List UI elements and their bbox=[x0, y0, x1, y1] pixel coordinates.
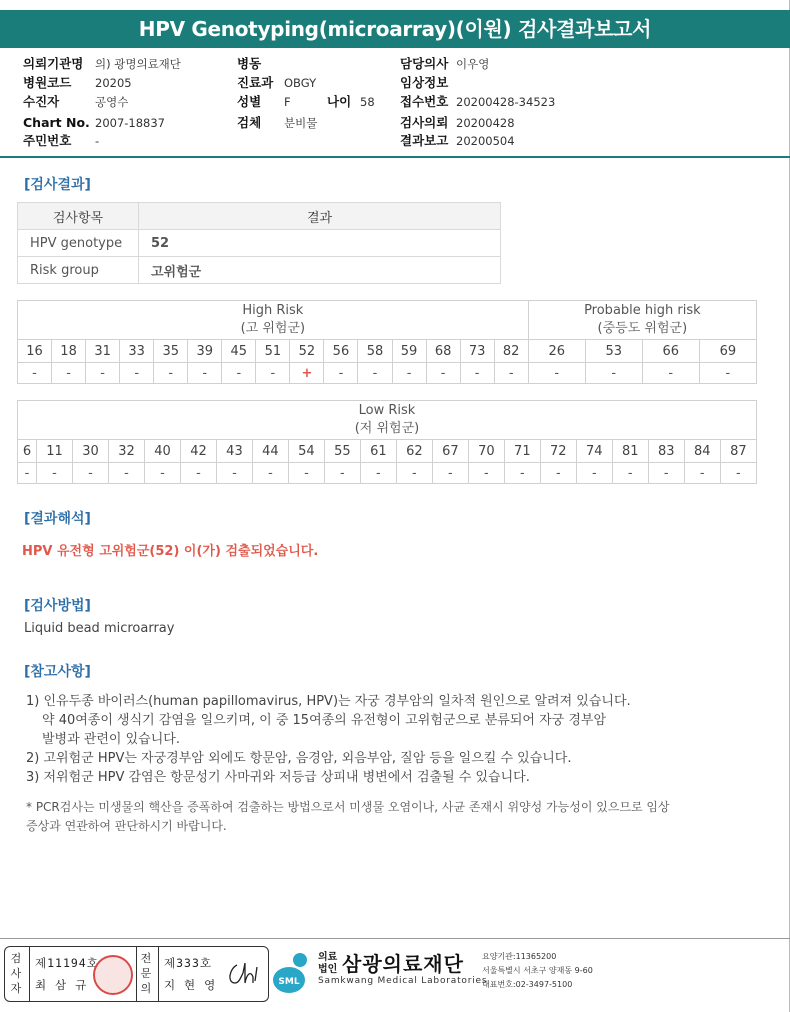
hpv-type-cell: 18 bbox=[52, 340, 86, 363]
hpv-type-cell: 45 bbox=[222, 340, 256, 363]
inspector-license: 제11194호 bbox=[35, 956, 99, 970]
hpv-type-cell: 52 bbox=[290, 340, 324, 363]
hpv-type-cell: 71 bbox=[504, 440, 540, 463]
hpv-type-cell: 66 bbox=[642, 340, 699, 363]
table-row bbox=[18, 230, 501, 257]
hpv-type-cell: 26 bbox=[528, 340, 585, 363]
info-row-4 bbox=[0, 114, 790, 132]
hpv-result-cell: - bbox=[699, 363, 756, 384]
low-risk-results-row bbox=[18, 463, 757, 484]
note-2: 2) 고위험군 HPV는 자궁경부암 외에도 항문암, 음경암, 외음부암, 질암 등을 일으킬 수 있습니다. bbox=[26, 751, 572, 766]
hpv-result-cell: - bbox=[288, 463, 324, 484]
hpv-result-cell: - bbox=[52, 363, 86, 384]
low-risk-title: Low Risk bbox=[358, 403, 416, 418]
hpv-type-cell: 84 bbox=[684, 440, 720, 463]
note-1-line-1: 1) 인유두종 바이러스(human papillomavirus, HPV)는 자궁 경부암의 일차적 원인으로 알려져 있습니다. bbox=[26, 694, 631, 709]
hpv-result-cell: - bbox=[37, 463, 73, 484]
table-row bbox=[18, 257, 501, 284]
hpv-result-cell: + bbox=[290, 363, 324, 384]
age-value: 58 bbox=[360, 95, 375, 109]
logo-abbr: SML bbox=[278, 977, 300, 987]
interpretation-text: HPV 유전형 고위험군(52) 이(가) 검출되었습니다. bbox=[22, 544, 319, 559]
hpv-result-cell: - bbox=[18, 363, 52, 384]
org-phone: 대표번호:02-3497-5100 bbox=[482, 980, 573, 989]
signature-mark bbox=[225, 959, 263, 989]
hpv-type-cell: 42 bbox=[180, 440, 216, 463]
hpv-result-cell: - bbox=[426, 363, 460, 384]
hpv-type-cell: 73 bbox=[460, 340, 494, 363]
hpv-type-cell: 40 bbox=[144, 440, 180, 463]
risk-label: Risk group bbox=[18, 257, 139, 284]
hpv-result-cell: - bbox=[216, 463, 252, 484]
request-value: 20200428 bbox=[456, 116, 515, 130]
hpv-result-cell: - bbox=[494, 363, 528, 384]
signature-box bbox=[4, 946, 269, 1002]
footnote bbox=[26, 798, 766, 836]
organization-logo bbox=[272, 946, 786, 1000]
hpv-result-cell: - bbox=[585, 363, 642, 384]
hpv-result-cell: - bbox=[576, 463, 612, 484]
notes-list bbox=[26, 692, 766, 787]
notes-heading: [참고사항] bbox=[24, 664, 91, 680]
info-row-5 bbox=[0, 132, 790, 150]
hpv-result-cell: - bbox=[86, 363, 120, 384]
divider bbox=[158, 947, 159, 1001]
hpv-type-cell: 61 bbox=[360, 440, 396, 463]
low-risk-types-row bbox=[18, 440, 757, 463]
high-risk-types-row bbox=[18, 340, 757, 363]
hpv-type-cell: 72 bbox=[540, 440, 576, 463]
divider bbox=[136, 947, 137, 1001]
name-label: 수진자 bbox=[23, 94, 60, 109]
result-summary-table bbox=[17, 202, 501, 284]
genotype-label: HPV genotype bbox=[18, 230, 139, 257]
age-label: 나이 bbox=[327, 94, 352, 109]
hpv-type-cell: 69 bbox=[699, 340, 756, 363]
hpv-type-cell: 51 bbox=[256, 340, 290, 363]
org-name: 삼광의료재단 bbox=[342, 952, 464, 976]
probable-risk-subtitle: (중등도 위험군) bbox=[597, 321, 688, 336]
hpv-type-cell: 56 bbox=[324, 340, 358, 363]
hpv-result-cell: - bbox=[612, 463, 648, 484]
sml-logo-icon bbox=[272, 950, 312, 996]
org-contact bbox=[482, 950, 593, 992]
high-risk-subtitle: (고 위험군) bbox=[240, 321, 306, 336]
hpv-result-cell: - bbox=[684, 463, 720, 484]
org-code: 요양기관:11365200 bbox=[482, 952, 557, 961]
doctor-value: 이우영 bbox=[456, 57, 490, 71]
doctor-label: 담당의사 bbox=[400, 56, 449, 71]
hpv-result-cell: - bbox=[109, 463, 145, 484]
hpv-type-cell: 81 bbox=[612, 440, 648, 463]
hpv-result-cell: - bbox=[18, 463, 37, 484]
method-heading: [검사방법] bbox=[24, 598, 91, 614]
interpretation-heading: [결과해석] bbox=[24, 511, 91, 527]
low-risk-subtitle: (저 위험군) bbox=[354, 421, 420, 436]
hpv-type-cell: 74 bbox=[576, 440, 612, 463]
inspector-name: 최 삼 규 bbox=[35, 978, 88, 992]
high-risk-results-row bbox=[18, 363, 757, 384]
hpv-result-cell: - bbox=[324, 463, 360, 484]
official-seal bbox=[93, 955, 133, 995]
hpv-type-cell: 58 bbox=[358, 340, 392, 363]
chart-label: Chart No. bbox=[23, 115, 90, 130]
specialist-license: 제333호 bbox=[164, 956, 212, 970]
table-row bbox=[18, 203, 501, 230]
hpv-type-cell: 31 bbox=[86, 340, 120, 363]
hpv-type-cell: 6 bbox=[18, 440, 37, 463]
note-1-line-2: 약 40여종이 생식기 감염을 일으키며, 이 중 15여종의 유전형이 고위험군으로 분류되어 자궁 경부암 bbox=[42, 713, 607, 728]
hpv-result-cell: - bbox=[188, 363, 222, 384]
hpv-type-cell: 39 bbox=[188, 340, 222, 363]
ward-label: 병동 bbox=[237, 56, 262, 71]
sex-label: 성별 bbox=[237, 94, 262, 109]
hpv-result-cell: - bbox=[180, 463, 216, 484]
rrn-label: 주민번호 bbox=[23, 133, 72, 148]
dept-label: 진료과 bbox=[237, 75, 274, 90]
hpv-result-cell: - bbox=[154, 363, 188, 384]
note-1-line-3: 발병과 관련이 있습니다. bbox=[42, 732, 180, 747]
genotype-value: 52 bbox=[139, 230, 501, 257]
hpv-result-cell: - bbox=[222, 363, 256, 384]
high-risk-title: High Risk bbox=[242, 303, 304, 318]
hpv-type-cell: 43 bbox=[216, 440, 252, 463]
org-prefix bbox=[318, 952, 337, 976]
org-prefix-1: 의료 bbox=[318, 952, 338, 963]
risk-value: 고위험군 bbox=[139, 257, 501, 284]
hpv-type-cell: 54 bbox=[288, 440, 324, 463]
info-row-3 bbox=[0, 93, 790, 111]
hpv-type-cell: 59 bbox=[392, 340, 426, 363]
probable-risk-title: Probable high risk bbox=[584, 303, 701, 318]
hpv-type-cell: 83 bbox=[648, 440, 684, 463]
hpv-type-cell: 87 bbox=[720, 440, 756, 463]
specialist-label: 전 문 의 bbox=[140, 952, 152, 995]
footer-divider bbox=[0, 938, 790, 939]
sex-value: F bbox=[284, 95, 291, 109]
high-risk-table bbox=[17, 300, 757, 384]
results-heading: [검사결과] bbox=[24, 177, 91, 193]
hpv-result-cell: - bbox=[468, 463, 504, 484]
org-address: 서울특별시 서초구 양재동 9-60 bbox=[482, 966, 593, 975]
hpv-type-cell: 32 bbox=[109, 440, 145, 463]
hpv-result-cell: - bbox=[432, 463, 468, 484]
note-3: 3) 저위험군 HPV 감염은 항문성기 사마귀와 저등급 상피내 병변에서 검출될 수 있습니다. bbox=[26, 770, 530, 785]
hpv-type-cell: 55 bbox=[324, 440, 360, 463]
receipt-value: 20200428-34523 bbox=[456, 95, 556, 109]
hpv-result-cell: - bbox=[540, 463, 576, 484]
report-value: 20200504 bbox=[456, 134, 515, 148]
chart-value: 2007-18837 bbox=[95, 116, 165, 130]
request-label: 검사의뢰 bbox=[400, 115, 449, 130]
hpv-result-cell: - bbox=[392, 363, 426, 384]
hpv-result-cell: - bbox=[504, 463, 540, 484]
hpv-result-cell: - bbox=[460, 363, 494, 384]
high-risk-header bbox=[18, 301, 529, 340]
hpv-result-cell: - bbox=[144, 463, 180, 484]
method-text: Liquid bead microarray bbox=[24, 621, 175, 636]
org-prefix-2: 법인 bbox=[318, 964, 338, 975]
inspector-label: 검 사 자 bbox=[10, 952, 22, 995]
header-item: 검사항목 bbox=[18, 203, 139, 230]
dept-value: OBGY bbox=[284, 76, 317, 90]
header-result: 결과 bbox=[139, 203, 501, 230]
divider bbox=[29, 947, 30, 1001]
hpv-result-cell: - bbox=[720, 463, 756, 484]
footnote-line-2: 증상과 연관하여 판단하시기 바랍니다. bbox=[26, 819, 227, 833]
hpv-result-cell: - bbox=[120, 363, 154, 384]
hpv-type-cell: 35 bbox=[154, 340, 188, 363]
specimen-label: 검체 bbox=[237, 115, 262, 130]
header-divider bbox=[0, 156, 790, 158]
info-row-1 bbox=[0, 55, 790, 73]
hpv-type-cell: 16 bbox=[18, 340, 52, 363]
low-risk-table bbox=[17, 400, 757, 484]
hpv-type-cell: 11 bbox=[37, 440, 73, 463]
code-value: 20205 bbox=[95, 76, 132, 90]
footnote-line-1: * PCR검사는 미생물의 핵산을 증폭하여 검출하는 방법으로서 미생물 오염이나, 사균 존재시 위양성 가능성이 있으므로 임상 bbox=[26, 800, 670, 814]
hpv-type-cell: 33 bbox=[120, 340, 154, 363]
receipt-label: 접수번호 bbox=[400, 94, 449, 109]
report-title: HPV Genotyping(microarray)(이원) 검사결과보고서 bbox=[0, 10, 790, 48]
hospital-label: 의뢰기관명 bbox=[23, 56, 84, 71]
hpv-result-cell: - bbox=[396, 463, 432, 484]
hpv-type-cell: 30 bbox=[73, 440, 109, 463]
code-label: 병원코드 bbox=[23, 75, 72, 90]
hpv-result-cell: - bbox=[252, 463, 288, 484]
probable-risk-header bbox=[528, 301, 756, 340]
hpv-type-cell: 70 bbox=[468, 440, 504, 463]
hpv-result-cell: - bbox=[256, 363, 290, 384]
hpv-type-cell: 82 bbox=[494, 340, 528, 363]
hpv-result-cell: - bbox=[528, 363, 585, 384]
hpv-result-cell: - bbox=[358, 363, 392, 384]
report-label: 결과보고 bbox=[400, 133, 449, 148]
hpv-result-cell: - bbox=[648, 463, 684, 484]
hpv-type-cell: 53 bbox=[585, 340, 642, 363]
hpv-type-cell: 68 bbox=[426, 340, 460, 363]
hpv-result-cell: - bbox=[360, 463, 396, 484]
hpv-result-cell: - bbox=[642, 363, 699, 384]
specimen-value: 분비물 bbox=[284, 116, 318, 130]
low-risk-header bbox=[18, 401, 757, 440]
clinical-label: 임상정보 bbox=[400, 75, 449, 90]
rrn-value: - bbox=[95, 134, 100, 148]
hospital-value: 의) 광명의료재단 bbox=[95, 57, 181, 71]
specialist-name: 지 현 영 bbox=[164, 978, 217, 992]
info-row-2 bbox=[0, 74, 790, 92]
hpv-result-cell: - bbox=[73, 463, 109, 484]
hpv-type-cell: 67 bbox=[432, 440, 468, 463]
hpv-result-cell: - bbox=[324, 363, 358, 384]
hpv-type-cell: 62 bbox=[396, 440, 432, 463]
name-value: 공영수 bbox=[95, 95, 129, 109]
org-english-name: Samkwang Medical Laboratories bbox=[318, 976, 488, 986]
hpv-type-cell: 44 bbox=[252, 440, 288, 463]
